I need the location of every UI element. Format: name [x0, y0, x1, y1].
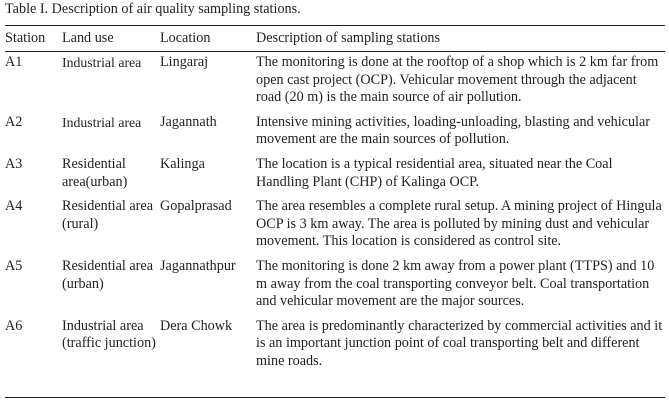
sampling-stations-table	[5, 26, 665, 375]
description-cell: The location is a typical residential area, situated near the Coal Handling Plant (CHP) of Kalinga OCP.	[256, 155, 613, 190]
header-row	[5, 26, 665, 51]
description-cell: The monitoring is done at the rooftop of a shop which is 2 km far from open cast project (OCP). Vehicular movement through the adjacent road (20 m) is the main source of air pollution.	[256, 54, 659, 106]
table-body	[5, 51, 665, 375]
land-use-cell: Residential area (rural)	[62, 198, 153, 232]
location-cell: Dera Chowk	[160, 317, 233, 334]
station-cell: A6	[5, 317, 23, 334]
location-cell: Kalinga	[160, 155, 205, 172]
table-header	[5, 26, 665, 51]
header-land-use: Land use	[62, 29, 114, 46]
land-use-cell: Industrial area	[62, 55, 142, 70]
land-use-cell: Residential area (urban)	[62, 257, 153, 292]
location-cell: Jagannathpur	[160, 257, 236, 274]
table-row	[5, 315, 665, 375]
table-row	[5, 111, 665, 153]
description-cell: Intensive mining activities, loading-unloading, blasting and vehicular movement are the main sources of pollution.	[256, 113, 651, 148]
table-caption: Table I. Description of air quality sampling stations.	[5, 1, 301, 17]
station-cell: A2	[5, 113, 23, 130]
location-cell: Jagannath	[160, 113, 217, 130]
header-station: Station	[5, 29, 46, 46]
location-cell: Lingaraj	[160, 54, 209, 70]
station-cell: A1	[5, 54, 23, 70]
station-cell: A3	[5, 155, 23, 172]
land-use-cell: Industrial area	[62, 114, 142, 130]
table-row	[5, 153, 665, 195]
land-use-cell: Industrial area (traffic junction)	[62, 317, 156, 352]
station-cell: A5	[5, 257, 23, 274]
station-cell: A4	[5, 198, 23, 215]
land-use-cell: Residential area(urban)	[62, 155, 128, 190]
location-cell: Gopalprasad	[160, 198, 232, 215]
table-row	[5, 255, 665, 315]
description-cell: The area is predominantly characterized by commercial activities and it is an important junction point of coal transporting belt and different mine roads.	[256, 317, 663, 369]
bottom-rule	[5, 397, 665, 398]
table-row	[5, 195, 665, 255]
header-location: Location	[160, 29, 211, 46]
header-description: Description of sampling stations	[256, 29, 441, 46]
description-cell: The monitoring is done 2 km away from a power plant (TTPS) and 10 m away from the coal transporting conveyor belt. Coal transportation and vehicular movement are the major sources.	[256, 257, 655, 310]
table-row	[5, 51, 665, 111]
description-cell: The area resembles a complete rural setup. A mining project of Hingula OCP is 3 km away. The area is polluted by mining dust and vehicular movement. This location is considered as control site.	[256, 198, 662, 250]
